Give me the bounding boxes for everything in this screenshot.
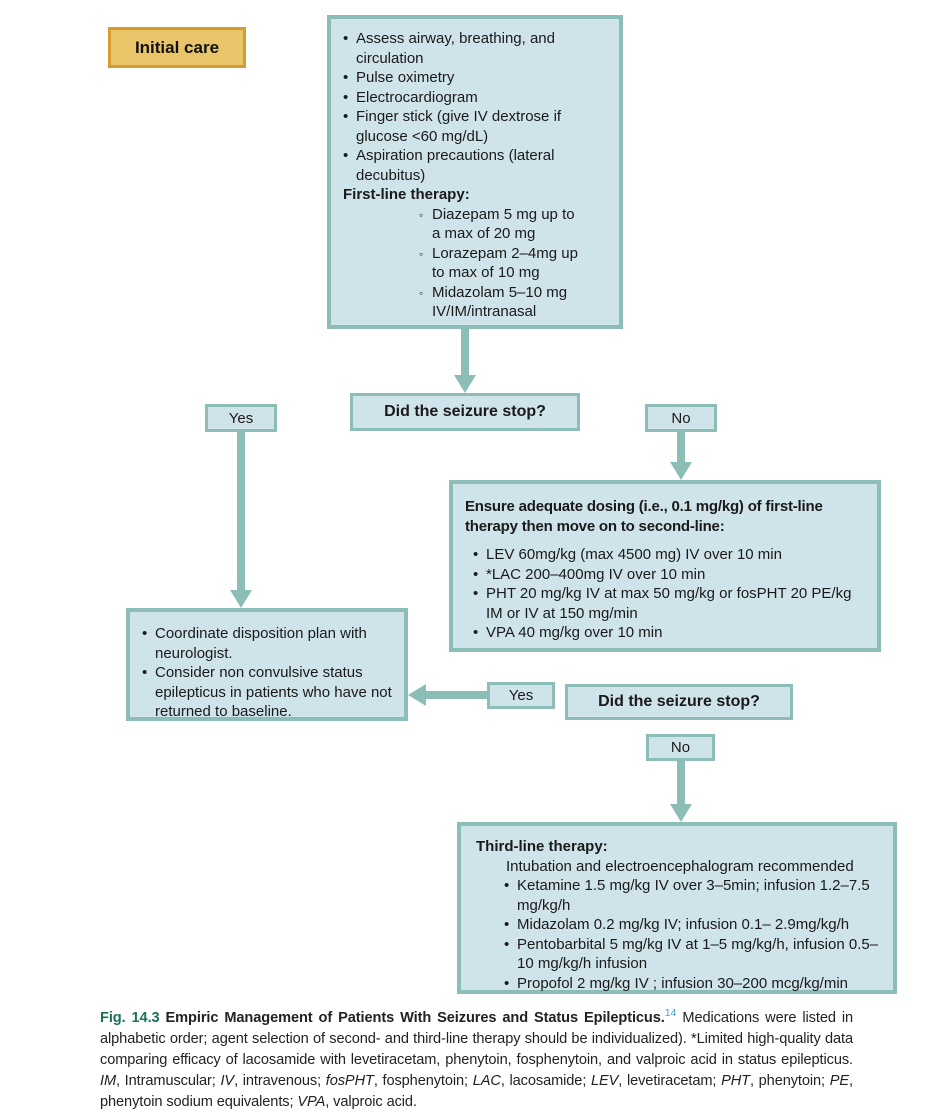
arrow-shaft [677, 761, 685, 804]
third-line-therapy-box [457, 822, 897, 994]
decision-seizure-stop-2 [565, 684, 793, 720]
caption-segment: PHT [721, 1072, 750, 1089]
caption-segment: VPA [297, 1093, 326, 1110]
arrow-down-icon [670, 462, 692, 480]
no-label: No [670, 739, 691, 756]
list-item: ◦ Diazepam 5 mg up to a max of 20 mg [419, 205, 587, 244]
caption-segment: , valproic acid. [325, 1093, 417, 1110]
list-item: • Consider non convulsive status epilepticus in patients who have not returned to baseline. [142, 663, 396, 722]
yes-label: Yes [228, 409, 254, 427]
caption-segment: , lacosamide; [500, 1072, 591, 1089]
list-item: • Finger stick (give IV dextrose if glucose <60 mg/dL) [343, 107, 613, 146]
list-item: ◦ Lorazepam 2–4mg up to max of 10 mg [419, 244, 587, 283]
yes-box-2 [487, 682, 555, 709]
caption-segment: , Intramuscular; [116, 1072, 221, 1089]
third-line-subheading: Intubation and electroencephalogram recommended [506, 857, 854, 875]
decision-seizure-stop-1 [350, 393, 580, 431]
no-box-1 [645, 404, 717, 432]
list-item: • Pentobarbital 5 mg/kg IV at 1–5 mg/kg/h, infusion 0.5–10 mg/kg/h infusion [504, 935, 885, 974]
caption-segment: IM [100, 1072, 117, 1089]
list-item: • Electrocardiogram [343, 88, 613, 108]
list-item: • VPA 40 mg/kg over 10 min [473, 623, 871, 643]
second-line-heading: Ensure adequate dosing (i.e., 0.1 mg/kg) of first-line therapy then move on to second-line: [465, 498, 823, 535]
caption-segment: IV [220, 1072, 235, 1089]
caption-segment: , phenytoin sodium equivalents; [100, 1072, 853, 1110]
initial-care-label [108, 27, 246, 68]
list-item: • Pulse oximetry [343, 68, 613, 88]
caption-segment: 14 [664, 1007, 677, 1019]
list-item: • Midazolam 0.2 mg/kg IV; infusion 0.1– 2.9mg/kg/h [504, 915, 885, 935]
initial-care-bullet-list [343, 29, 613, 185]
list-item: ◦ Midazolam 5–10 mg IV/IM/intranasal [419, 283, 587, 322]
arrow-shaft [677, 432, 685, 462]
caption-segment: PE [829, 1072, 850, 1089]
yes-label: Yes [508, 687, 534, 704]
list-item: • Ketamine 1.5 mg/kg IV over 3–5min; infusion 1.2–7.5 mg/kg/h [504, 876, 885, 915]
caption-segment: Fig. 14.3 [100, 1009, 160, 1026]
second-line-therapy-box [449, 480, 881, 652]
third-line-heading: Third-line therapy: [476, 838, 608, 855]
caption-segment: , intravenous; [234, 1072, 326, 1089]
arrow-down-icon [230, 590, 252, 608]
arrow-shaft [461, 329, 469, 375]
arrow-down-icon [454, 375, 476, 393]
decision-label: Did the seizure stop? [598, 693, 760, 710]
arrow-shaft [237, 432, 245, 590]
list-item: • Aspiration precautions (lateral decubitus) [343, 146, 613, 185]
third-line-bullet-list [504, 876, 885, 993]
list-item: • Coordinate disposition plan with neurologist. [142, 624, 396, 663]
disposition-box [126, 608, 408, 721]
list-item: • Propofol 2 mg/kg IV ; infusion 30–200 mcg/kg/min [504, 974, 885, 994]
first-line-therapy-list [419, 205, 587, 322]
caption-segment: , fosphenytoin; [373, 1072, 473, 1089]
caption-segment: , levetiracetam; [618, 1072, 722, 1089]
yes-box-1 [205, 404, 277, 432]
list-item: • PHT 20 mg/kg IV at max 50 mg/kg or fosPHT 20 PE/kg IM or IV at 150 mg/min [473, 584, 871, 623]
first-line-therapy-heading: First-line therapy: [343, 186, 470, 203]
list-item: • Assess airway, breathing, and circulation [343, 29, 613, 68]
arrow-left-icon [408, 684, 426, 706]
caption-segment: , phenytoin; [750, 1072, 830, 1089]
figure-caption [100, 1003, 853, 1113]
arrow-down-icon [670, 804, 692, 822]
list-item: • LEV 60mg/kg (max 4500 mg) IV over 10 min [473, 545, 871, 565]
initial-care-label-text: Initial care [134, 37, 220, 57]
caption-segment: fosPHT [325, 1072, 374, 1089]
caption-segment: LAC [472, 1072, 501, 1089]
caption-segment: LEV [590, 1072, 619, 1089]
no-label: No [671, 409, 691, 427]
second-line-bullet-list [473, 545, 871, 643]
decision-label: Did the seizure stop? [384, 403, 546, 420]
caption-segment: Medications were listed in alphabetic order; agent selection of second- and third-line therapy should be individualized). *Limited high-quality data comparing efficacy of lacosamide with levetiracetam, phenytoin, fosphenytoin, and valproic acid in status epilepticus. [100, 1009, 854, 1068]
no-box-2 [646, 734, 715, 761]
disposition-bullet-list [142, 624, 396, 722]
list-item: • *LAC 200–400mg IV over 10 min [473, 565, 871, 585]
caption-segment: Empiric Management of Patients With Seizures and Status Epilepticus. [159, 1009, 665, 1026]
arrow-shaft [426, 691, 487, 699]
initial-care-box [327, 15, 623, 329]
